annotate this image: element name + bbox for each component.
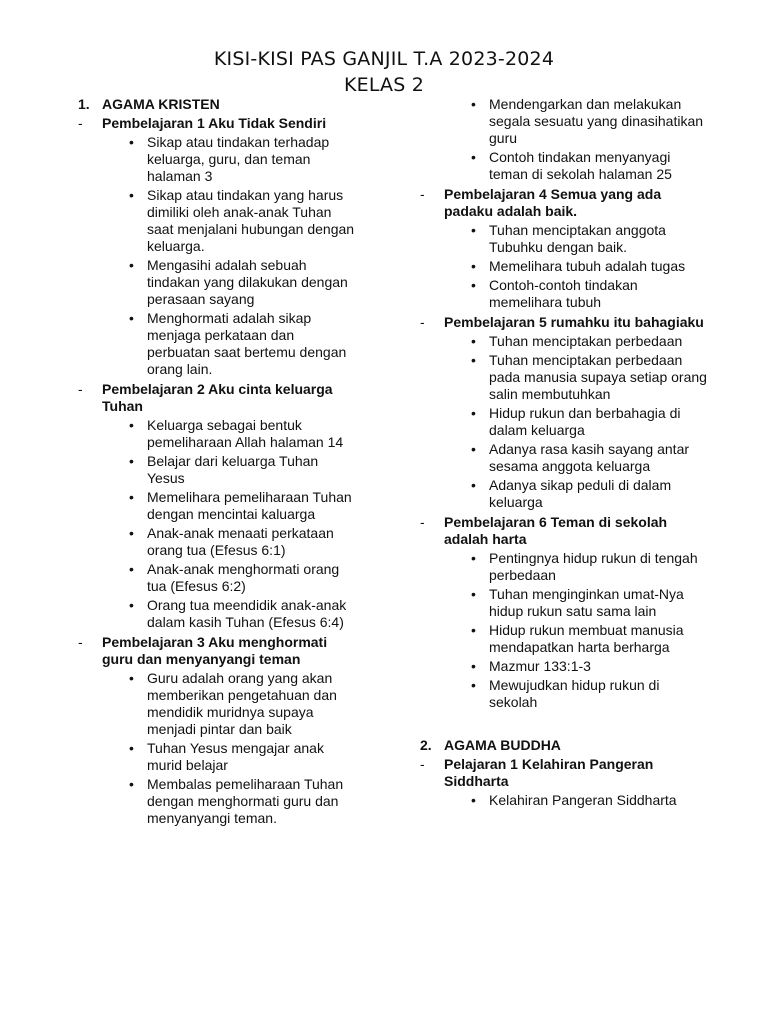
bullet-icon: • xyxy=(471,149,476,165)
section-number: 2. xyxy=(420,737,432,753)
bullet-icon: • xyxy=(471,792,476,808)
list-item-text: Hidup rukun membuat manusia mendapatkan harta berharga xyxy=(489,622,684,655)
list-item-text: Adanya sikap peduli di dalam keluarga xyxy=(489,477,672,510)
buddha-lesson-heading-1 xyxy=(420,756,710,790)
bullet-icon: • xyxy=(471,658,476,674)
lesson-heading-6 xyxy=(420,514,710,548)
list-item xyxy=(126,740,358,774)
list-item-text: Sikap atau tindakan terhadap keluarga, guru, dan teman halaman 3 xyxy=(147,134,330,184)
list-item-text: Keluarga sebagai bentuk pemeliharaan Allah halaman 14 xyxy=(147,417,344,450)
list-item xyxy=(468,586,710,620)
list-item-text: Guru adalah orang yang akan memberikan pengetahuan dan mendidik muridnya supaya menjadi pintar dan baik xyxy=(147,670,337,737)
section-number: 1. xyxy=(78,96,90,112)
lesson-title: Pembelajaran 5 rumahku itu bahagiaku xyxy=(444,314,704,330)
list-item xyxy=(126,453,358,487)
list-item-text: Menghormati adalah sikap menjaga perkataan dan perbuatan saat bertemu dengan orang lain. xyxy=(147,310,347,377)
section-heading-agama-buddha xyxy=(420,737,710,754)
list-item xyxy=(468,477,710,511)
list-item-text: Tuhan menciptakan anggota Tubuhku dengan baik. xyxy=(489,222,666,255)
list-item xyxy=(126,489,358,523)
list-item xyxy=(126,257,358,308)
list-item-text: Tuhan menciptakan perbedaan xyxy=(489,333,683,349)
bullet-icon: • xyxy=(129,561,134,577)
dash-marker: - xyxy=(420,314,425,330)
left-column xyxy=(78,96,358,830)
list-item-text: Belajar dari keluarga Tuhan Yesus xyxy=(147,453,319,486)
bullet-icon: • xyxy=(129,740,134,756)
list-item xyxy=(126,187,358,255)
lesson-title: Pembelajaran 6 Teman di sekolah adalah harta xyxy=(444,514,668,547)
lesson-3-continued-list xyxy=(420,96,710,183)
list-item-text: Contoh-contoh tindakan memelihara tubuh xyxy=(489,277,638,310)
bullet-icon: • xyxy=(471,222,476,238)
list-item-text: Sikap atau tindakan yang harus dimiliki oleh anak-anak Tuhan saat menjalani hubungan dengan keluarga. xyxy=(147,187,355,254)
bullet-icon: • xyxy=(129,257,134,273)
section-title: AGAMA BUDDHA xyxy=(444,737,561,753)
bullet-icon: • xyxy=(129,489,134,505)
dash-marker: - xyxy=(420,186,425,202)
dash-marker: - xyxy=(420,756,425,772)
section-title: AGAMA KRISTEN xyxy=(102,96,220,112)
lesson-heading-1 xyxy=(78,115,358,132)
buddha-lesson-1-bullet-list xyxy=(420,792,710,809)
bullet-icon: • xyxy=(129,134,134,150)
lesson-4-bullet-list xyxy=(420,222,710,311)
lesson-heading-2 xyxy=(78,381,358,415)
list-item xyxy=(468,405,710,439)
lesson-heading-4 xyxy=(420,186,710,220)
list-item-text: Kelahiran Pangeran Siddharta xyxy=(489,792,677,808)
lesson-1-bullet-list xyxy=(78,134,358,378)
bullet-icon: • xyxy=(129,310,134,326)
bullet-icon: • xyxy=(471,586,476,602)
list-item-text: Anak-anak menghormati orang tua (Efesus 6:2) xyxy=(147,561,340,594)
bullet-icon: • xyxy=(129,187,134,203)
list-item-text: Tuhan Yesus mengajar anak murid belajar xyxy=(147,740,324,773)
list-item-text: Pentingnya hidup rukun di tengah perbedaan xyxy=(489,550,698,583)
list-item-text: Mengasihi adalah sebuah tindakan yang dilakukan dengan perasaan sayang xyxy=(147,257,348,307)
bullet-icon: • xyxy=(471,405,476,421)
list-item-text: Mazmur 133:1-3 xyxy=(489,658,591,674)
lesson-title: Pelajaran 1 Kelahiran Pangeran Siddharta xyxy=(444,756,654,789)
list-item xyxy=(468,550,710,584)
list-item-text: Tuhan menciptakan perbedaan pada manusia supaya setiap orang salin membutuhkan xyxy=(489,352,707,402)
bullet-icon: • xyxy=(471,333,476,349)
bullet-icon: • xyxy=(471,277,476,293)
lesson-6-bullet-list xyxy=(420,550,710,711)
list-item xyxy=(468,622,710,656)
list-item xyxy=(468,441,710,475)
right-column xyxy=(420,96,710,812)
list-item-text: Adanya rasa kasih sayang antar sesama anggota keluarga xyxy=(489,441,690,474)
lesson-heading-3 xyxy=(78,634,358,668)
bullet-icon: • xyxy=(129,417,134,433)
list-item xyxy=(126,597,358,631)
list-item-text: Mendengarkan dan melakukan segala sesuatu yang dinasihatikan guru xyxy=(489,96,704,146)
lesson-title: Pembelajaran 2 Aku cinta keluarga Tuhan xyxy=(102,381,333,414)
list-item xyxy=(468,277,710,311)
bullet-icon: • xyxy=(471,258,476,274)
bullet-icon: • xyxy=(471,677,476,693)
list-item xyxy=(468,792,710,809)
lesson-2-bullet-list xyxy=(78,417,358,631)
list-item xyxy=(126,525,358,559)
list-item xyxy=(468,258,710,275)
list-item xyxy=(468,658,710,675)
lesson-title: Pembelajaran 1 Aku Tidak Sendiri xyxy=(102,115,327,131)
list-item xyxy=(468,352,710,403)
lesson-heading-5 xyxy=(420,314,710,331)
list-item-text: Orang tua meendidik anak-anak dalam kasih Tuhan (Efesus 6:4) xyxy=(147,597,347,630)
list-item xyxy=(468,677,710,711)
document-title: KISI-KISI PAS GANJIL T.A 2023-2024 xyxy=(213,48,555,70)
list-item xyxy=(126,776,358,827)
list-item xyxy=(126,134,358,185)
list-item xyxy=(468,96,710,147)
lesson-title: Pembelajaran 4 Semua yang ada padaku adalah baik. xyxy=(444,186,662,219)
list-item-text: Contoh tindakan menyanyagi teman di sekolah halaman 25 xyxy=(489,149,672,182)
list-item xyxy=(126,561,358,595)
dash-marker: - xyxy=(78,634,83,650)
list-item-text: Tuhan menginginkan umat-Nya hidup rukun satu sama lain xyxy=(489,586,684,619)
bullet-icon: • xyxy=(129,525,134,541)
class-label: KELAS 2 xyxy=(343,74,425,96)
list-item-text: Hidup rukun dan berbahagia di dalam keluarga xyxy=(489,405,681,438)
list-item xyxy=(126,310,358,378)
dash-marker: - xyxy=(78,115,83,131)
list-item-text: Memelihara tubuh adalah tugas xyxy=(489,258,686,274)
lesson-title: Pembelajaran 3 Aku menghormati guru dan menyanyangi teman xyxy=(102,634,328,667)
list-item-text: Membalas pemeliharaan Tuhan dengan menghormati guru dan menyanyangi teman. xyxy=(147,776,344,826)
list-item-text: Memelihara pemeliharaan Tuhan dengan mencintai kaluarga xyxy=(147,489,352,522)
dash-marker: - xyxy=(78,381,83,397)
lesson-3-bullet-list xyxy=(78,670,358,827)
bullet-icon: • xyxy=(471,352,476,368)
list-item xyxy=(468,333,710,350)
lesson-5-bullet-list xyxy=(420,333,710,511)
bullet-icon: • xyxy=(129,597,134,613)
bullet-icon: • xyxy=(471,477,476,493)
bullet-icon: • xyxy=(129,670,134,686)
bullet-icon: • xyxy=(471,622,476,638)
list-item xyxy=(126,670,358,738)
list-item xyxy=(468,222,710,256)
list-item-text: Anak-anak menaati perkataan orang tua (Efesus 6:1) xyxy=(147,525,334,558)
bullet-icon: • xyxy=(129,453,134,469)
bullet-icon: • xyxy=(471,441,476,457)
dash-marker: - xyxy=(420,514,425,530)
bullet-icon: • xyxy=(129,776,134,792)
bullet-icon: • xyxy=(471,96,476,112)
list-item xyxy=(126,417,358,451)
list-item-text: Mewujudkan hidup rukun di sekolah xyxy=(489,677,660,710)
section-heading-agama-kristen xyxy=(78,96,358,113)
list-item xyxy=(468,149,710,183)
bullet-icon: • xyxy=(471,550,476,566)
